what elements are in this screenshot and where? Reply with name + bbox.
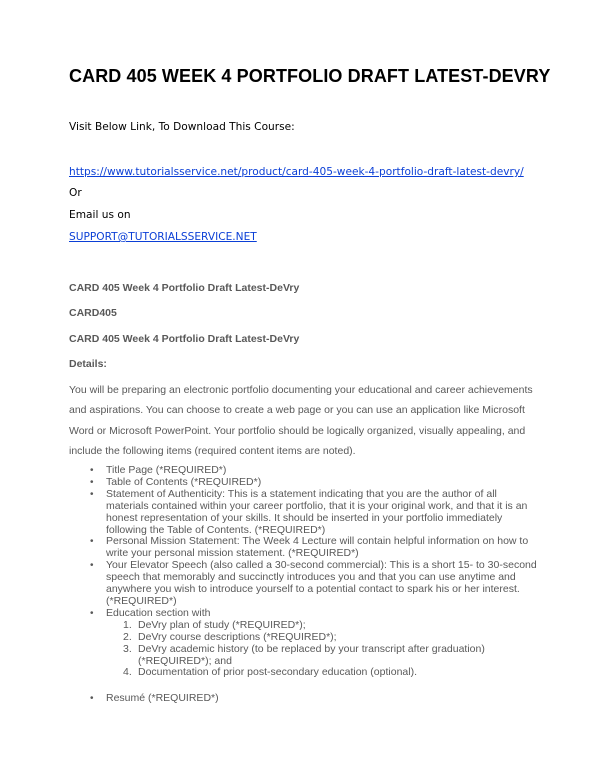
list-item: • Title Page (*REQUIRED*) xyxy=(69,465,539,477)
list-item-resume: • Resumé (*REQUIRED*) xyxy=(69,693,539,705)
sub-item-number: 2. xyxy=(123,630,132,643)
list-item-education xyxy=(69,608,539,679)
sub-item-text: DeVry course descriptions (*REQUIRED*); xyxy=(138,630,337,643)
email-link[interactable]: SUPPORT@TUTORIALSSERVICE.NET xyxy=(69,231,257,243)
list-item: • Statement of Authenticity: This is a statement indicating that you are the author of all materials contained within your career portfolio, that it is your original work, and that it is an honest representation of your skills. It should be inserted in your portfolio immediately following the Table of Contents. (*REQUIRED*) xyxy=(69,489,539,537)
sub-item-number: 1. xyxy=(123,618,132,631)
education-sublist xyxy=(106,620,539,680)
visit-text: Visit Below Link, To Download This Course: xyxy=(69,121,295,133)
course-heading-1: CARD 405 Week 4 Portfolio Draft Latest-DeVry xyxy=(69,282,300,294)
sub-item-number: 4. xyxy=(123,666,132,679)
sub-item-text: DeVry plan of study (*REQUIRED*); xyxy=(138,618,306,631)
sub-item-number: 3. xyxy=(123,642,132,655)
course-code: CARD405 xyxy=(69,307,117,319)
or-text: Or xyxy=(69,187,82,199)
education-label: Education section with xyxy=(106,606,211,619)
sub-item xyxy=(106,644,539,668)
list-item: • Personal Mission Statement: The Week 4 Lecture will contain helpful information on how to write your personal mission statement. (*REQUIRED*) xyxy=(69,536,539,560)
list-item: • Your Elevator Speech (also called a 30-second commercial): This is a short 15- to 30-second speech that memorably and succinctly introduces you and that you can use anytime and anywhere you wish to introduce yourself to a potential contact to spark his or her interest. (*REQUIRED*) xyxy=(69,560,539,608)
email-text: Email us on xyxy=(69,209,131,221)
list-item: • Table of Contents (*REQUIRED*) xyxy=(69,477,539,489)
requirements-list xyxy=(69,465,539,705)
details-label: Details: xyxy=(69,358,107,370)
sub-item-text: Documentation of prior post-secondary education (optional). xyxy=(138,666,417,679)
course-heading-2: CARD 405 Week 4 Portfolio Draft Latest-DeVry xyxy=(69,333,300,345)
sub-item xyxy=(106,667,539,679)
course-link[interactable]: https://www.tutorialsservice.net/product/card-405-week-4-portfolio-draft-latest-devry/ xyxy=(69,166,524,178)
sub-item-text: DeVry academic history (to be replaced by your transcript after graduation) (*REQUIRED*); and xyxy=(138,642,485,667)
document-title: CARD 405 WEEK 4 PORTFOLIO DRAFT LATEST-DEVRY xyxy=(69,66,551,86)
intro-paragraph: You will be preparing an electronic portfolio documenting your educational and career achievements and aspirations. You can choose to create a web page or you can use an application like Microsoft Word or Microsoft PowerPoint. Your portfolio should be logically organized, visually appealing, and include the following items (required content items are noted). xyxy=(69,384,533,457)
